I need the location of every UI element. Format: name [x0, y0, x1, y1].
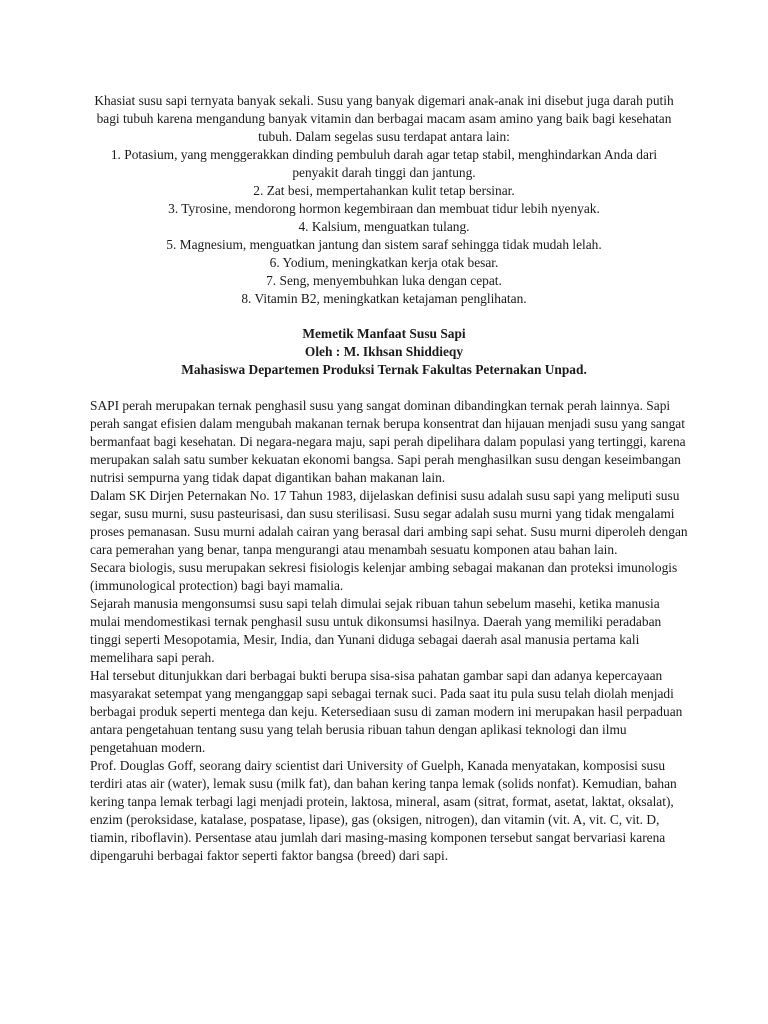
body-paragraph: Dalam SK Dirjen Peternakan No. 17 Tahun 1983, dijelaskan definisi susu adalah susu sapi yang meliputi susu segar, susu murni, susu pasteurisasi, dan susu sterilisasi. Susu segar adalah susu murni yang tidak mengalami proses pemanasan. Susu murni adalah cairan yang berasal dari ambing sapi sehat. Susu murni diperoleh dengan cara pemerahan yang benar, tanpa mengurangi atau menambah sesuatu komponen atau bahan lain.	[90, 488, 688, 557]
body-paragraph: Secara biologis, susu merupakan sekresi fisiologis kelenjar ambing sebagai makanan dan proteksi imunologis (immunological protection) bagi bayi mamalia.	[90, 560, 678, 593]
author-affiliation: Mahasiswa Departemen Produksi Ternak Fakultas Peternakan Unpad.	[181, 362, 587, 377]
intro-paragraph: Khasiat susu sapi ternyata banyak sekali. Susu yang banyak digemari anak-anak ini disebut juga darah putih bagi tubuh karena mengandung banyak vitamin dan berbagai macam asam amino yang baik bagi kesehatan tubuh. Dalam segelas susu terdapat antara lain:	[94, 93, 674, 144]
body-paragraph: Hal tersebut ditunjukkan dari berbagai bukti berupa sisa-sisa pahatan gambar sapi dan adanya kepercayaan masyarakat setempat yang menganggap sapi sebagai ternak suci. Pada saat itu pula susu telah diolah menjadi berbagai produk seperti mentega dan keju. Ketersediaan susu di zaman modern ini merupakan hasil perpaduan antara pengetahuan tentang susu yang telah berusia ribuan tahun dengan aplikasi teknologi dan ilmu pengetahuan modern.	[90, 668, 683, 755]
body-paragraph: Sejarah manusia mengonsumsi susu sapi telah dimulai sejak ribuan tahun sebelum masehi, ketika manusia mulai mendomestikasi ternak penghasil susu untuk dikonsumsi hasilnya. Daerah yang memiliki peradaban tinggi seperti Mesopotamia, Mesir, India, dan Yunani diduga sebagai daerah asal manusia pertama kali memelihara sapi perah.	[90, 596, 662, 665]
list-item: 3. Tyrosine, mendorong hormon kegembiraan dan membuat tidur lebih nyenyak.	[168, 201, 600, 216]
article-title: Memetik Manfaat Susu Sapi	[302, 326, 466, 341]
list-item: 1. Potasium, yang menggerakkan dinding pembuluh darah agar tetap stabil, menghindarkan Anda dari penyakit darah tinggi dan jantung.	[110, 147, 658, 180]
list-item: 8. Vitamin B2, meningkatkan ketajaman penglihatan.	[241, 291, 527, 306]
body-paragraph: Prof. Douglas Goff, seorang dairy scientist dari University of Guelph, Kanada menyatakan, komposisi susu terdiri atas air (water), lemak susu (milk fat), dan bahan kering tanpa lemak (solids nonfat). Kemudian, bahan kering tanpa lemak terbagi lagi menjadi protein, laktosa, mineral, asam (sitrat, format, asetat, laktat, oksalat), enzim (peroksidase, katalase, pospatase, lipase), gas (oksigen, nitrogen), dan vitamin (vit. A, vit. C, vit. D, tiamin, riboflavin). Persentase atau jumlah dari masing-masing komponen tersebut sangat bervariasi karena dipengaruhi berbagai faktor seperti faktor bangsa (breed) dari sapi.	[90, 758, 677, 863]
article-body	[90, 397, 690, 865]
article-author: Oleh : M. Ikhsan Shiddieqy	[304, 344, 464, 359]
article-heading	[88, 325, 680, 379]
list-item: 4. Kalsium, menguatkan tulang.	[298, 219, 470, 234]
list-item: 2. Zat besi, mempertahankan kulit tetap bersinar.	[253, 183, 515, 198]
list-item: 7. Seng, menyembuhkan luka dengan cepat.	[266, 273, 502, 288]
body-paragraph: SAPI perah merupakan ternak penghasil susu yang sangat dominan dibandingkan ternak perah lainnya. Sapi perah sangat efisien dalam mengubah makanan ternak berupa konsentrat dan hijauan menjadi susu yang sangat bermanfaat bagi kesehatan. Di negara-negara maju, sapi perah dipelihara dalam populasi yang tertinggi, karena merupakan salah satu sumber kekuatan ekonomi bangsa. Sapi perah menghasilkan susu dengan keseimbangan nutrisi sempurna yang tidak dapat digantikan bahan makanan lain.	[90, 398, 686, 485]
list-item: 6. Yodium, meningkatkan kerja otak besar.	[269, 255, 499, 270]
intro-section	[88, 92, 680, 308]
list-item: 5. Magnesium, menguatkan jantung dan sistem saraf sehingga tidak mudah lelah.	[166, 237, 602, 252]
